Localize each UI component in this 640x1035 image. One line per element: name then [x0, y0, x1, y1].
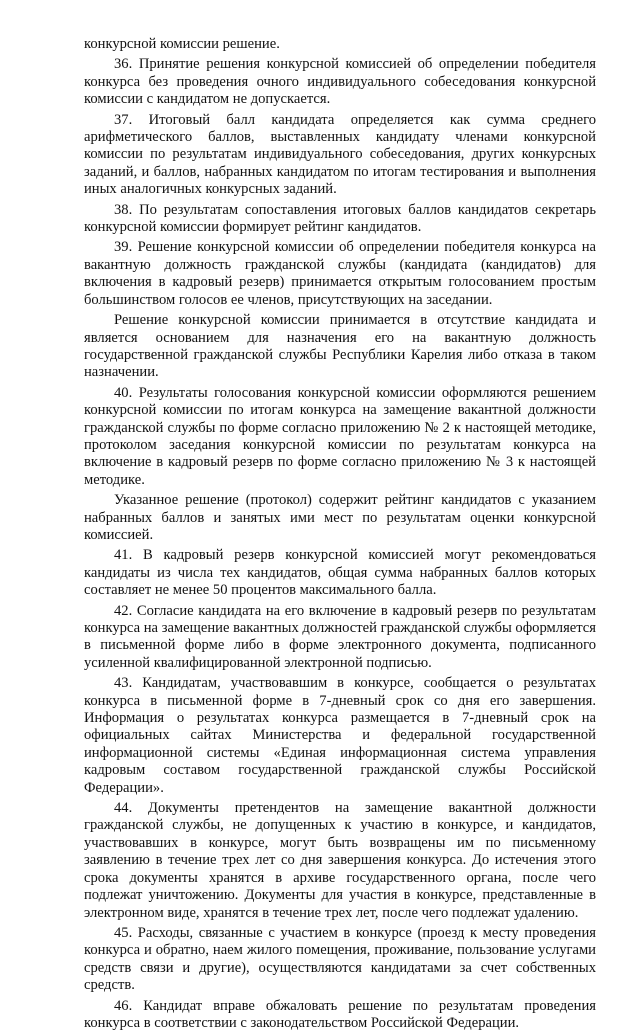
paragraph-40-rating: Указанное решение (протокол) содержит рейтинг кандидатов с указанием набранных баллов и занятых ими мест по результатам оценки конкурсной комиссией. — [84, 492, 596, 543]
paragraph-38: 38. По результатам сопоставления итоговых баллов кандидатов секретарь конкурсной комиссии формирует рейтинг кандидатов. — [84, 201, 596, 236]
paragraph-44: 44. Документы претендентов на замещение вакантной должности гражданской службы, не допущенных к участию в конкурсе, и кандидатов, участвовавших в конкурсе, могут быть возвращены им по письменному заявлению в течение трех лет со дня завершения конкурса. До истечения этого срока документы хранятся в архиве государственного органа, после чего подлежат уничтожению. Документы для участия в конкурсе, представленные в электронном виде, хранятся в течение трех лет, после чего подлежат удалению. — [84, 800, 596, 921]
paragraph-43: 43. Кандидатам, участвовавшим в конкурсе, сообщается о результатах конкурса в письменной форме в 7-дневный срок со дня его завершения. Информация о результатах конкурса размещается в 7-дневный срок на официальных сайтах Министерства и федеральной государственной информационной системы «Единая информационная система управления кадровым составом государственной гражданской службы Российской Федерации». — [84, 675, 596, 796]
paragraph-continuation: конкурсной комиссии решение. — [84, 36, 280, 52]
paragraph-41: 41. В кадровый резерв конкурсной комиссией могут рекомендоваться кандидаты из числа тех кандидатов, общая сумма набранных баллов которых составляет не менее 50 процентов максимального балла. — [84, 547, 596, 599]
paragraph-36: 36. Принятие решения конкурсной комиссией об определении победителя конкурса без проведения очного индивидуального собеседования конкурсной комиссии с кандидатом не допускается. — [84, 56, 596, 108]
paragraph-37: 37. Итоговый балл кандидата определяется как сумма среднего арифметического баллов, выставленных кандидату членами конкурсной комиссии по результатам индивидуального собеседования, других конкурсных заданий, и баллов, набранных кандидатом по итогам тестирования и выполнения иных аналогичных конкурсных заданий. — [84, 111, 596, 198]
paragraph-40: 40. Результаты голосования конкурсной комиссии оформляются решением конкурсной комиссии по итогам конкурса на замещение вакантной должности гражданской службы по форме согласно приложению № 2 к настоящей методике, протоколом заседания конкурсной комиссии по результатам конкурса на включение в кадровый резерв по форме согласно приложению № 3 к настоящей методике. — [84, 384, 596, 488]
paragraph-39: 39. Решение конкурсной комиссии об определении победителя конкурса на вакантную должность гражданской службы (кандидата (кандидатов) для включения в кадровый резерв) принимается открытым голосованием простым большинством голосов ее членов, присутствующих на заседании. — [84, 239, 596, 308]
paragraph-46: 46. Кандидат вправе обжаловать решение по результатам проведения конкурса в соответствии с законодательством Российской Федерации. — [84, 997, 596, 1031]
paragraph-39-decision: Решение конкурсной комиссии принимается в отсутствие кандидата и является основанием для назначения его на вакантную должность государственной гражданской службы Республики Карелия либо отказа в таком назначении. — [84, 312, 596, 381]
paragraph-42: 42. Согласие кандидата на его включение в кадровый резерв по результатам конкурса на замещение вакантных должностей гражданской службы оформляется в письменной форме либо в форме электронного документа, подписанного усиленной квалифицированной электронной подписью. — [84, 602, 596, 671]
paragraph-45: 45. Расходы, связанные с участием в конкурсе (проезд к месту проведения конкурса и обратно, наем жилого помещения, проживание, пользование услугами средств связи и другие), осуществляются кандидатами за счет собственных средств. — [84, 924, 596, 994]
document-page — [84, 36, 596, 1035]
